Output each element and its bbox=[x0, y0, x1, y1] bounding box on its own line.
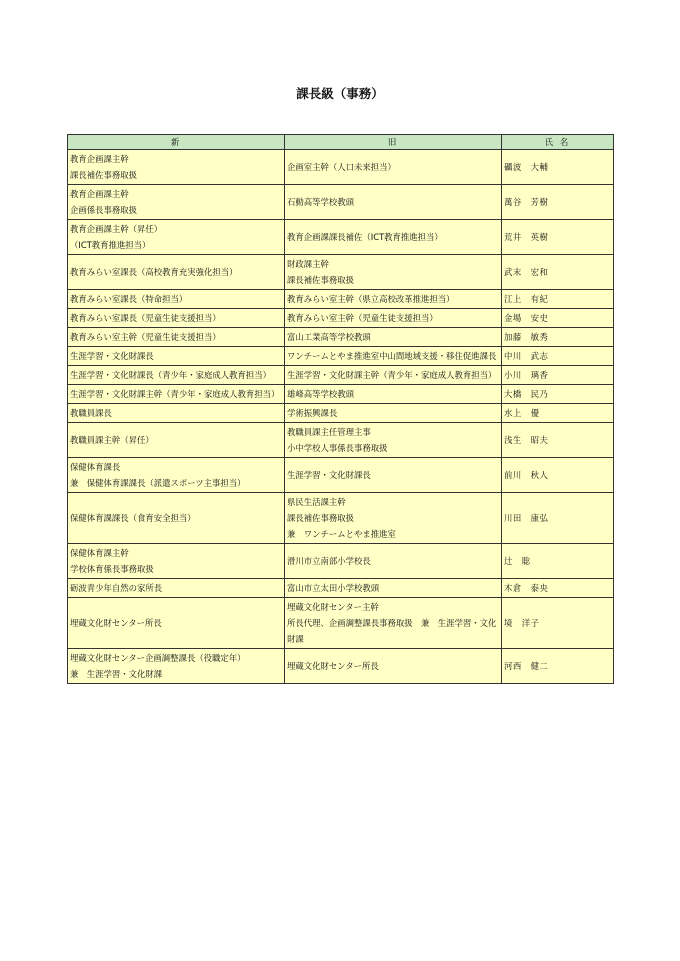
old-position: 埋蔵文化財センター主幹 所長代理、企画調整課長事務取扱 兼 生涯学習・文化財課 bbox=[285, 598, 502, 649]
table-row bbox=[68, 255, 614, 290]
new-position: 教育みらい室課長（特命担当） bbox=[68, 290, 285, 309]
new-position: 埋蔵文化財センター企画調整課長（役職定年） 兼 生涯学習・文化財課 bbox=[68, 649, 285, 684]
old-position: 富山工業高等学校教頭 bbox=[285, 328, 502, 347]
person-name: 萬谷 芳樹 bbox=[502, 185, 614, 220]
old-position: 県民生活課主幹 課長補佐事務取扱 兼 ワンチームとやま推進室 bbox=[285, 493, 502, 544]
old-position: 富山市立太田小学校教頭 bbox=[285, 579, 502, 598]
new-position: 生涯学習・文化財課長 bbox=[68, 347, 285, 366]
table-row bbox=[68, 579, 614, 598]
new-position: 教育みらい室課長（高校教育充実強化担当） bbox=[68, 255, 285, 290]
new-position: 教育みらい室課長（児童生徒支援担当） bbox=[68, 309, 285, 328]
table-row bbox=[68, 423, 614, 458]
table-row bbox=[68, 185, 614, 220]
personnel-table bbox=[67, 134, 614, 684]
new-position: 教育企画課主幹（昇任） （ICT教育推進担当） bbox=[68, 220, 285, 255]
header-name: 氏 名 bbox=[502, 135, 614, 150]
person-name: 加藤 敏秀 bbox=[502, 328, 614, 347]
new-position: 教職員課主幹（昇任） bbox=[68, 423, 285, 458]
new-position: 埋蔵文化財センター所長 bbox=[68, 598, 285, 649]
old-position: 雄峰高等学校教頭 bbox=[285, 385, 502, 404]
person-name: 中川 武志 bbox=[502, 347, 614, 366]
person-name: 川田 康弘 bbox=[502, 493, 614, 544]
person-name: 荒井 英樹 bbox=[502, 220, 614, 255]
table-row bbox=[68, 290, 614, 309]
table-row bbox=[68, 385, 614, 404]
table-row bbox=[68, 328, 614, 347]
person-name: 河西 健二 bbox=[502, 649, 614, 684]
old-position: ワンチームとやま推進室中山間地域支援・移住促進課長 bbox=[285, 347, 502, 366]
old-position: 滑川市立南部小学校長 bbox=[285, 544, 502, 579]
new-position: 生涯学習・文化財課長（青少年・家庭成人教育担当） bbox=[68, 366, 285, 385]
table-row bbox=[68, 150, 614, 185]
new-position: 砺波青少年自然の家所長 bbox=[68, 579, 285, 598]
person-name: 浅生 昭夫 bbox=[502, 423, 614, 458]
new-position: 保健体育課長 兼 保健体育課課長（派遣スポーツ主事担当） bbox=[68, 458, 285, 493]
table-header-row bbox=[68, 135, 614, 150]
table-row bbox=[68, 458, 614, 493]
table-row bbox=[68, 404, 614, 423]
table-row bbox=[68, 366, 614, 385]
person-name: 前川 秋人 bbox=[502, 458, 614, 493]
person-name: 辻 聡 bbox=[502, 544, 614, 579]
table-row bbox=[68, 649, 614, 684]
table-row bbox=[68, 598, 614, 649]
old-position: 埋蔵文化財センター所長 bbox=[285, 649, 502, 684]
person-name: 小川 璃香 bbox=[502, 366, 614, 385]
table-row bbox=[68, 309, 614, 328]
new-position: 教職員課長 bbox=[68, 404, 285, 423]
person-name: 武末 宏和 bbox=[502, 255, 614, 290]
person-name: 木倉 泰央 bbox=[502, 579, 614, 598]
person-name: 江上 有紀 bbox=[502, 290, 614, 309]
old-position: 企画室主幹（人口未来担当） bbox=[285, 150, 502, 185]
header-new: 新 bbox=[68, 135, 285, 150]
table-row bbox=[68, 347, 614, 366]
old-position: 生涯学習・文化財課主幹（青少年・家庭成人教育担当） bbox=[285, 366, 502, 385]
old-position: 教育企画課課長補佐（ICT教育推進担当） bbox=[285, 220, 502, 255]
page-title: 課長級（事務） bbox=[296, 86, 384, 101]
old-position: 石動高等学校教頭 bbox=[285, 185, 502, 220]
person-name: 境 洋子 bbox=[502, 598, 614, 649]
new-position: 教育企画課主幹 企画係長事務取扱 bbox=[68, 185, 285, 220]
old-position: 生涯学習・文化財課長 bbox=[285, 458, 502, 493]
new-position: 教育企画課主幹 課長補佐事務取扱 bbox=[68, 150, 285, 185]
person-name: 大橋 民乃 bbox=[502, 385, 614, 404]
new-position: 生涯学習・文化財課主幹（青少年・家庭成人教育担当） bbox=[68, 385, 285, 404]
table-row bbox=[68, 493, 614, 544]
person-name: 金場 安史 bbox=[502, 309, 614, 328]
new-position: 保健体育課課長（食育安全担当） bbox=[68, 493, 285, 544]
old-position: 財政課主幹 課長補佐事務取扱 bbox=[285, 255, 502, 290]
old-position: 学術振興課長 bbox=[285, 404, 502, 423]
table-row bbox=[68, 220, 614, 255]
person-name: 礪波 大輔 bbox=[502, 150, 614, 185]
new-position: 保健体育課主幹 学校体育係長事務取扱 bbox=[68, 544, 285, 579]
header-old: 旧 bbox=[285, 135, 502, 150]
old-position: 教育みらい室主幹（児童生徒支援担当） bbox=[285, 309, 502, 328]
table-row bbox=[68, 544, 614, 579]
person-name: 水上 優 bbox=[502, 404, 614, 423]
new-position: 教育みらい室主幹（児童生徒支援担当） bbox=[68, 328, 285, 347]
old-position: 教育みらい室主幹（県立高校改革推進担当） bbox=[285, 290, 502, 309]
old-position: 教職員課主任管理主事 小中学校人事係長事務取扱 bbox=[285, 423, 502, 458]
